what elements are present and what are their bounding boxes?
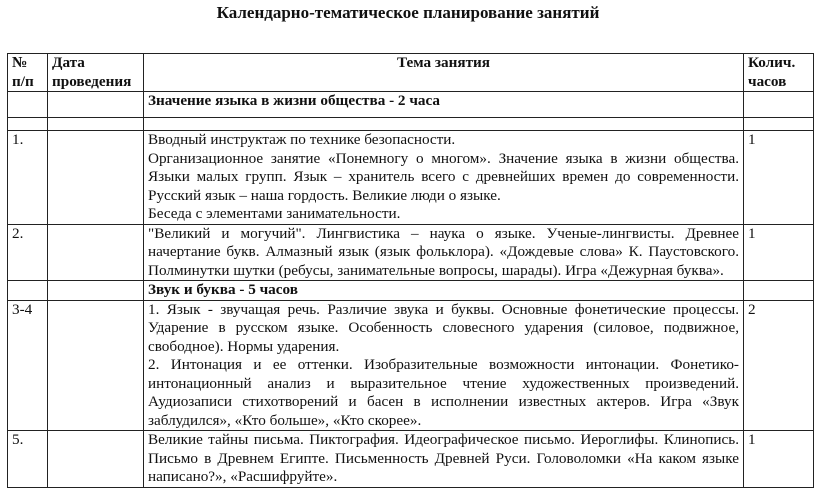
table-row [8, 131, 814, 225]
topic-line: Вводный инструктаж по технике безопасности. [148, 131, 456, 148]
row-hours: 1 [744, 131, 814, 225]
table-row [8, 300, 814, 431]
topic-line: 2. Интонация и ее оттенки. Изобразительные возможности интонации. Фонетико-интонационный анализ и выразительное чтение художественных произведений. Аудиозаписи стихотворений и басен в исполнении известных актеров. Игра «Звук заблудился», «Кто больше», «Кто скорее». [148, 356, 739, 429]
row-num: 5. [8, 431, 48, 488]
table-row [8, 224, 814, 281]
row-topic [144, 224, 744, 281]
row-hours: 1 [744, 431, 814, 488]
row-topic [144, 431, 744, 488]
row-hours: 2 [744, 300, 814, 431]
page-title: Календарно-тематическое планирование занятий [216, 3, 600, 22]
header-row [8, 54, 814, 92]
header-topic: Тема занятия [144, 54, 744, 92]
section-title: Звук и буква - 5 часов [144, 281, 744, 301]
row-topic [144, 131, 744, 225]
topic-line: 1. Язык - звучащая речь. Различие звука и буквы. Основные фонетические процессы. Ударение в русском языке. Особенность словесного ударения (силовое, подвижное, свободное). Нормы ударения. [148, 300, 739, 355]
row-hours: 1 [744, 224, 814, 281]
row-topic [144, 300, 744, 431]
header-hours: Колич. часов [744, 54, 814, 92]
header-date: Дата проведения [48, 54, 144, 92]
topic-line: Организационное занятие «Понемногу о многом». Значение языка в жизни общества. Языки малых групп. Язык – хранитель всего с древнейших времен до современности. Русский язык – наша гордость. Великие люди о языке. [148, 149, 739, 204]
topic-line: Великие тайны письма. Пиктография. Идеографическое письмо. Иероглифы. Клинопись. Письмо в Древнем Египте. Письменность Древней Руси. Головоломки «На каком языке написано?», «Расшифруйте». [148, 431, 739, 485]
row-date [48, 131, 144, 225]
header-num: № п/п [8, 54, 48, 92]
row-date [48, 224, 144, 281]
row-date [48, 300, 144, 431]
row-num: 2. [8, 224, 48, 281]
section-row [8, 281, 814, 301]
row-date [48, 431, 144, 488]
table-row [8, 431, 814, 488]
plan-table [7, 53, 814, 488]
row-num: 1. [8, 131, 48, 225]
section-row [8, 92, 814, 118]
row-num: 3-4 [8, 300, 48, 431]
topic-line: "Великий и могучий". Лингвистика – наука о языке. Ученые-лингвисты. Древнее начертание букв. Алмазный язык (язык фольклора). «Дождевые слова» К. Паустовского. Полминутки шутки (ребусы, занимательные вопросы, шарады). Игра «Дежурная буква». [148, 224, 739, 279]
section-title: Значение языка в жизни общества - 2 часа [144, 92, 744, 118]
topic-line: Беседа с элементами занимательности. [148, 205, 401, 222]
empty-row [8, 118, 814, 131]
